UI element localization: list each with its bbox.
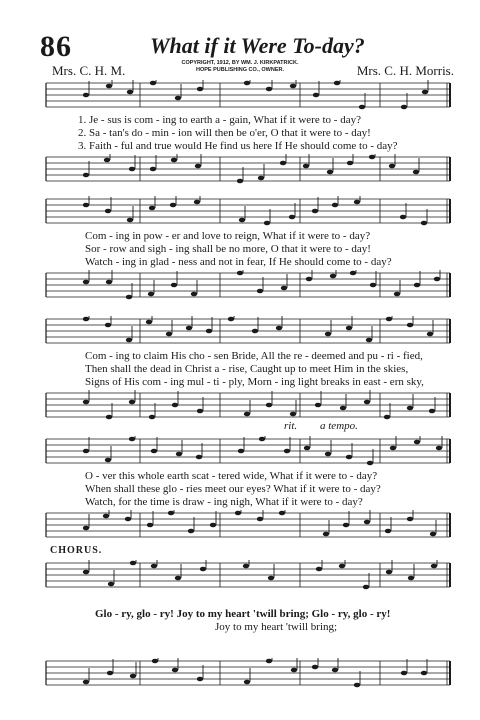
note-head bbox=[366, 338, 372, 343]
bass-staff bbox=[0, 154, 480, 184]
note-head bbox=[243, 564, 249, 569]
note-head bbox=[364, 400, 370, 405]
note-head bbox=[197, 87, 203, 92]
note-head bbox=[389, 164, 395, 169]
note-head bbox=[191, 292, 197, 297]
note-head bbox=[384, 415, 390, 420]
note-head bbox=[400, 215, 406, 220]
lyric-verse-3: Signs of His com - ing mul - ti - ply, Morn - ing light breaks in east - ern sky, bbox=[85, 376, 424, 388]
lyric-verse-2: When shall these glo - ries meet our eyes? What if it were to - day? bbox=[85, 483, 381, 495]
note-head bbox=[367, 461, 373, 466]
note-head bbox=[312, 209, 318, 214]
note-head bbox=[276, 326, 282, 331]
note-head bbox=[83, 400, 89, 405]
note-head bbox=[151, 449, 157, 454]
note-head bbox=[197, 409, 203, 414]
note-head bbox=[166, 332, 172, 337]
lyric-verse-1: O - ver this whole earth scat - tered wide, What if it were to - day? bbox=[85, 470, 378, 482]
note-head bbox=[421, 671, 427, 676]
note-head bbox=[237, 179, 243, 184]
note-head bbox=[148, 292, 154, 297]
note-head bbox=[146, 320, 152, 325]
lyric-verse-3: 3. Faith - ful and true would He find us here If He should come to - day? bbox=[78, 140, 398, 152]
note-head bbox=[327, 170, 333, 175]
note-head bbox=[343, 523, 349, 528]
note-head bbox=[414, 440, 420, 445]
note-head bbox=[171, 158, 177, 163]
owner-line: HOPE PUBLISHING CO., OWNER. bbox=[195, 67, 284, 73]
treble-staff bbox=[0, 316, 480, 346]
note-head bbox=[312, 665, 318, 670]
note-head bbox=[239, 218, 245, 223]
note-head bbox=[103, 514, 109, 519]
note-head bbox=[83, 317, 89, 322]
note-head bbox=[407, 406, 413, 411]
note-head bbox=[289, 215, 295, 220]
note-head bbox=[279, 511, 285, 516]
note-head bbox=[206, 329, 212, 334]
note-head bbox=[150, 167, 156, 172]
note-head bbox=[325, 452, 331, 457]
note-head bbox=[316, 567, 322, 572]
note-head bbox=[83, 526, 89, 531]
note-head bbox=[127, 90, 133, 95]
a-tempo-marking: a tempo. bbox=[320, 420, 358, 432]
treble-staff bbox=[0, 80, 480, 110]
note-head bbox=[175, 96, 181, 101]
note-head bbox=[244, 680, 250, 685]
note-head bbox=[244, 412, 250, 417]
note-head bbox=[281, 286, 287, 291]
note-head bbox=[407, 323, 413, 328]
lyric-verse-1: 1. Je - sus is com - ing to earth a - gain, What if it were to - day? bbox=[78, 114, 361, 126]
note-head bbox=[105, 209, 111, 214]
note-head bbox=[280, 161, 286, 166]
note-head bbox=[147, 523, 153, 528]
note-head bbox=[172, 403, 178, 408]
note-head bbox=[252, 329, 258, 334]
note-head bbox=[175, 576, 181, 581]
note-head bbox=[127, 218, 133, 223]
note-head bbox=[259, 437, 265, 442]
note-head bbox=[149, 415, 155, 420]
note-head bbox=[354, 200, 360, 205]
note-head bbox=[408, 576, 414, 581]
chorus-label: CHORUS. bbox=[50, 545, 103, 556]
note-head bbox=[332, 668, 338, 673]
note-head bbox=[434, 277, 440, 282]
note-head bbox=[126, 295, 132, 300]
note-head bbox=[129, 400, 135, 405]
treble-staff bbox=[0, 560, 480, 590]
note-head bbox=[108, 582, 114, 587]
note-head bbox=[266, 87, 272, 92]
note-head bbox=[126, 338, 132, 343]
note-head bbox=[266, 403, 272, 408]
note-head bbox=[152, 659, 158, 664]
note-head bbox=[291, 668, 297, 673]
note-head bbox=[313, 93, 319, 98]
note-head bbox=[429, 409, 435, 414]
note-head bbox=[323, 532, 329, 537]
note-head bbox=[332, 203, 338, 208]
note-head bbox=[210, 523, 216, 528]
bass-staff bbox=[0, 270, 480, 300]
lyric-verse-2: Then shall the dead in Christ a - rise, Caught up to meet Him in the skies, bbox=[85, 363, 409, 375]
hymn-number: 86 bbox=[40, 30, 72, 63]
note-head bbox=[171, 283, 177, 288]
note-head bbox=[104, 158, 110, 163]
note-head bbox=[172, 668, 178, 673]
note-head bbox=[244, 81, 250, 86]
note-head bbox=[83, 203, 89, 208]
note-head bbox=[339, 564, 345, 569]
note-head bbox=[149, 206, 155, 211]
note-head bbox=[83, 449, 89, 454]
note-head bbox=[401, 105, 407, 110]
note-head bbox=[266, 659, 272, 664]
note-head bbox=[334, 81, 340, 86]
note-head bbox=[238, 449, 244, 454]
note-head bbox=[413, 170, 419, 175]
note-head bbox=[290, 412, 296, 417]
note-head bbox=[105, 458, 111, 463]
note-head bbox=[83, 173, 89, 178]
note-head bbox=[386, 570, 392, 575]
note-head bbox=[264, 221, 270, 226]
note-head bbox=[106, 415, 112, 420]
bass-staff bbox=[0, 658, 480, 688]
note-head bbox=[106, 280, 112, 285]
note-head bbox=[258, 176, 264, 181]
note-head bbox=[125, 517, 131, 522]
note-head bbox=[188, 529, 194, 534]
note-head bbox=[186, 326, 192, 331]
note-head bbox=[257, 517, 263, 522]
words-credit: Mrs. C. H. M. bbox=[52, 63, 126, 78]
note-head bbox=[394, 292, 400, 297]
note-head bbox=[340, 406, 346, 411]
note-head bbox=[83, 680, 89, 685]
note-head bbox=[196, 455, 202, 460]
lyric-verse-3: Watch, for the time is draw - ing nigh, What if it were to - day? bbox=[85, 496, 363, 508]
note-head bbox=[107, 671, 113, 676]
note-head bbox=[370, 283, 376, 288]
lyric-chorus-main: Glo - ry, glo - ry! Joy to my heart 'twill bring; Glo - ry, glo - ry! bbox=[95, 608, 391, 620]
note-head bbox=[228, 317, 234, 322]
note-head bbox=[427, 332, 433, 337]
note-head bbox=[346, 455, 352, 460]
hymn-title: What if it Were To-day? bbox=[150, 33, 365, 58]
copyright-notice bbox=[160, 60, 320, 74]
note-head bbox=[386, 317, 392, 322]
treble-staff bbox=[0, 196, 480, 226]
treble-staff bbox=[0, 436, 480, 466]
ritardando-marking: rit. bbox=[284, 420, 298, 432]
note-head bbox=[194, 200, 200, 205]
note-head bbox=[421, 221, 427, 226]
note-head bbox=[325, 332, 331, 337]
note-head bbox=[197, 677, 203, 682]
note-head bbox=[346, 326, 352, 331]
note-head bbox=[195, 164, 201, 169]
note-head bbox=[83, 93, 89, 98]
note-head bbox=[268, 576, 274, 581]
note-head bbox=[303, 164, 309, 169]
note-head bbox=[83, 570, 89, 575]
lyric-verse-3: Watch - ing in glad - ness and not in fear, If He should come to - day? bbox=[85, 256, 392, 268]
lyric-chorus-echo: Joy to my heart 'twill bring; bbox=[215, 621, 338, 633]
note-head bbox=[347, 161, 353, 166]
note-head bbox=[130, 561, 136, 566]
note-head bbox=[83, 280, 89, 285]
note-head bbox=[129, 437, 135, 442]
note-head bbox=[237, 271, 243, 276]
note-head bbox=[304, 446, 310, 451]
note-head bbox=[364, 520, 370, 525]
note-head bbox=[105, 323, 111, 328]
note-head bbox=[354, 683, 360, 688]
lyric-verse-2: Sor - row and sigh - ing shall be no more, O that it were to - day! bbox=[85, 243, 371, 255]
note-head bbox=[200, 567, 206, 572]
note-head bbox=[306, 277, 312, 282]
note-head bbox=[168, 511, 174, 516]
bass-staff bbox=[0, 510, 480, 540]
note-head bbox=[330, 274, 336, 279]
note-head bbox=[151, 564, 157, 569]
note-head bbox=[390, 446, 396, 451]
note-head bbox=[369, 155, 375, 160]
lyric-verse-1: Com - ing in pow - er and love to reign, What if it were to - day? bbox=[85, 230, 371, 242]
note-head bbox=[422, 90, 428, 95]
note-head bbox=[359, 105, 365, 110]
note-head bbox=[150, 81, 156, 86]
lyric-verse-1: Com - ing to claim His cho - sen Bride, All the re - deemed and pu - ri - fied, bbox=[85, 350, 423, 362]
note-head bbox=[430, 532, 436, 537]
copyright-line: COPYRIGHT, 1912, BY WM. J. KIRKPATRICK. bbox=[181, 60, 299, 66]
note-head bbox=[176, 452, 182, 457]
note-head bbox=[414, 283, 420, 288]
note-head bbox=[130, 674, 136, 679]
music-credit: Mrs. C. H. Morris. bbox=[356, 63, 454, 78]
note-head bbox=[350, 271, 356, 276]
note-head bbox=[129, 167, 135, 172]
note-head bbox=[284, 449, 290, 454]
note-head bbox=[170, 203, 176, 208]
note-head bbox=[363, 585, 369, 590]
note-head bbox=[315, 403, 321, 408]
note-head bbox=[385, 529, 391, 534]
lyric-verse-2: 2. Sa - tan's do - min - ion will then be o'er, O that it were to - day! bbox=[78, 127, 371, 139]
note-head bbox=[290, 84, 296, 89]
note-head bbox=[235, 511, 241, 516]
note-head bbox=[436, 446, 442, 451]
note-head bbox=[257, 289, 263, 294]
note-head bbox=[431, 564, 437, 569]
note-head bbox=[401, 671, 407, 676]
note-head bbox=[407, 517, 413, 522]
note-head bbox=[106, 84, 112, 89]
bass-staff bbox=[0, 390, 480, 420]
